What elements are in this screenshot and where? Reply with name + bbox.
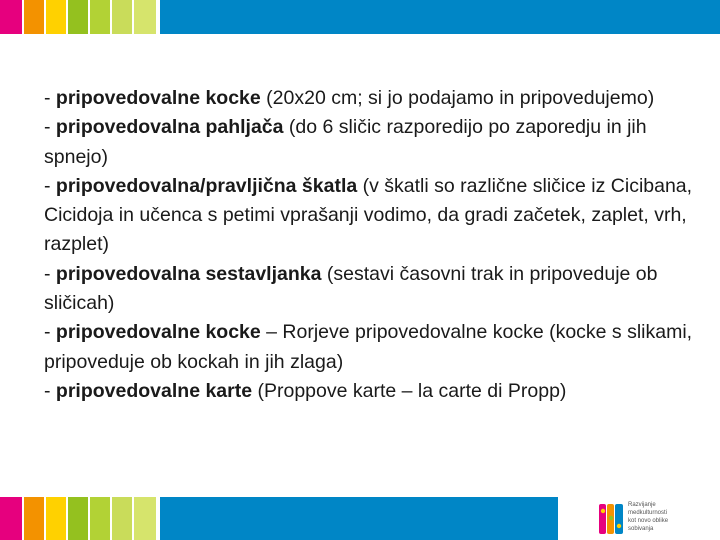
top-stripe-green — [68, 0, 88, 34]
bottom-stripe-pale-lime — [134, 497, 156, 540]
top-stripe-lime — [112, 0, 132, 34]
bottom-stripe-green — [68, 497, 88, 540]
bottom-stripe-lime — [112, 497, 132, 540]
top-stripe-lightgreen — [90, 0, 110, 34]
bottom-stripe-yellow — [46, 497, 66, 540]
slide-body — [44, 84, 694, 406]
list-item-4: - pripovedovalna sestavljanka (sestavi časovni trak in pripoveduje ob sličicah) — [44, 262, 658, 315]
bottom-stripe-magenta — [0, 497, 22, 540]
term-3: pripovedovalna/pravljična škatla — [55, 174, 358, 197]
bottom-stripe-orange — [24, 497, 44, 540]
term-6: pripovedovalne karte — [55, 379, 253, 402]
top-stripe-pale-lime — [134, 0, 156, 34]
top-stripe-yellow — [46, 0, 66, 34]
list-item-1: - pripovedovalne kocke (20x20 cm; si jo podajamo in pripovedujemo) — [44, 87, 655, 109]
term-1: pripovedovalne kocke — [55, 87, 261, 109]
term-4: pripovedovalna sestavljanka — [55, 262, 322, 285]
term-5: pripovedovalne kocke — [55, 321, 261, 344]
top-stripe-orange — [24, 0, 44, 34]
list-item-5: - pripovedovalne kocke – Rorjeve pripovedovalne kocke (kocke s slikami, pripoveduje ob kockah in jih zlaga) — [44, 321, 693, 373]
project-logo-icon — [598, 502, 624, 536]
list-item-6: - pripovedovalne karte (Proppove karte – la carte di Propp) — [44, 379, 567, 402]
list-item-3: - pripovedovalna/pravljična škatla (v škatli so različne sličice iz Cicibana, Cicidoja in učenca s petimi vprašanji vodimo, da gradi začetek, zaplet, vrh, razplet) — [44, 174, 693, 256]
top-stripe-magenta — [0, 0, 22, 34]
bottom-stripe-blue — [160, 497, 558, 540]
top-stripe-blue — [160, 0, 720, 34]
term-2: pripovedovalna pahljača — [55, 116, 284, 139]
logo-text: Razvijanje medkulturnosti kot novo oblike sobivanja — [628, 502, 669, 532]
bottom-stripe-lightgreen — [90, 497, 110, 540]
list-item-2: - pripovedovalna pahljača (do 6 sličic razporedijo po zaporedju in jih spnejo) — [44, 116, 647, 168]
top-decorative-bar — [0, 0, 720, 34]
